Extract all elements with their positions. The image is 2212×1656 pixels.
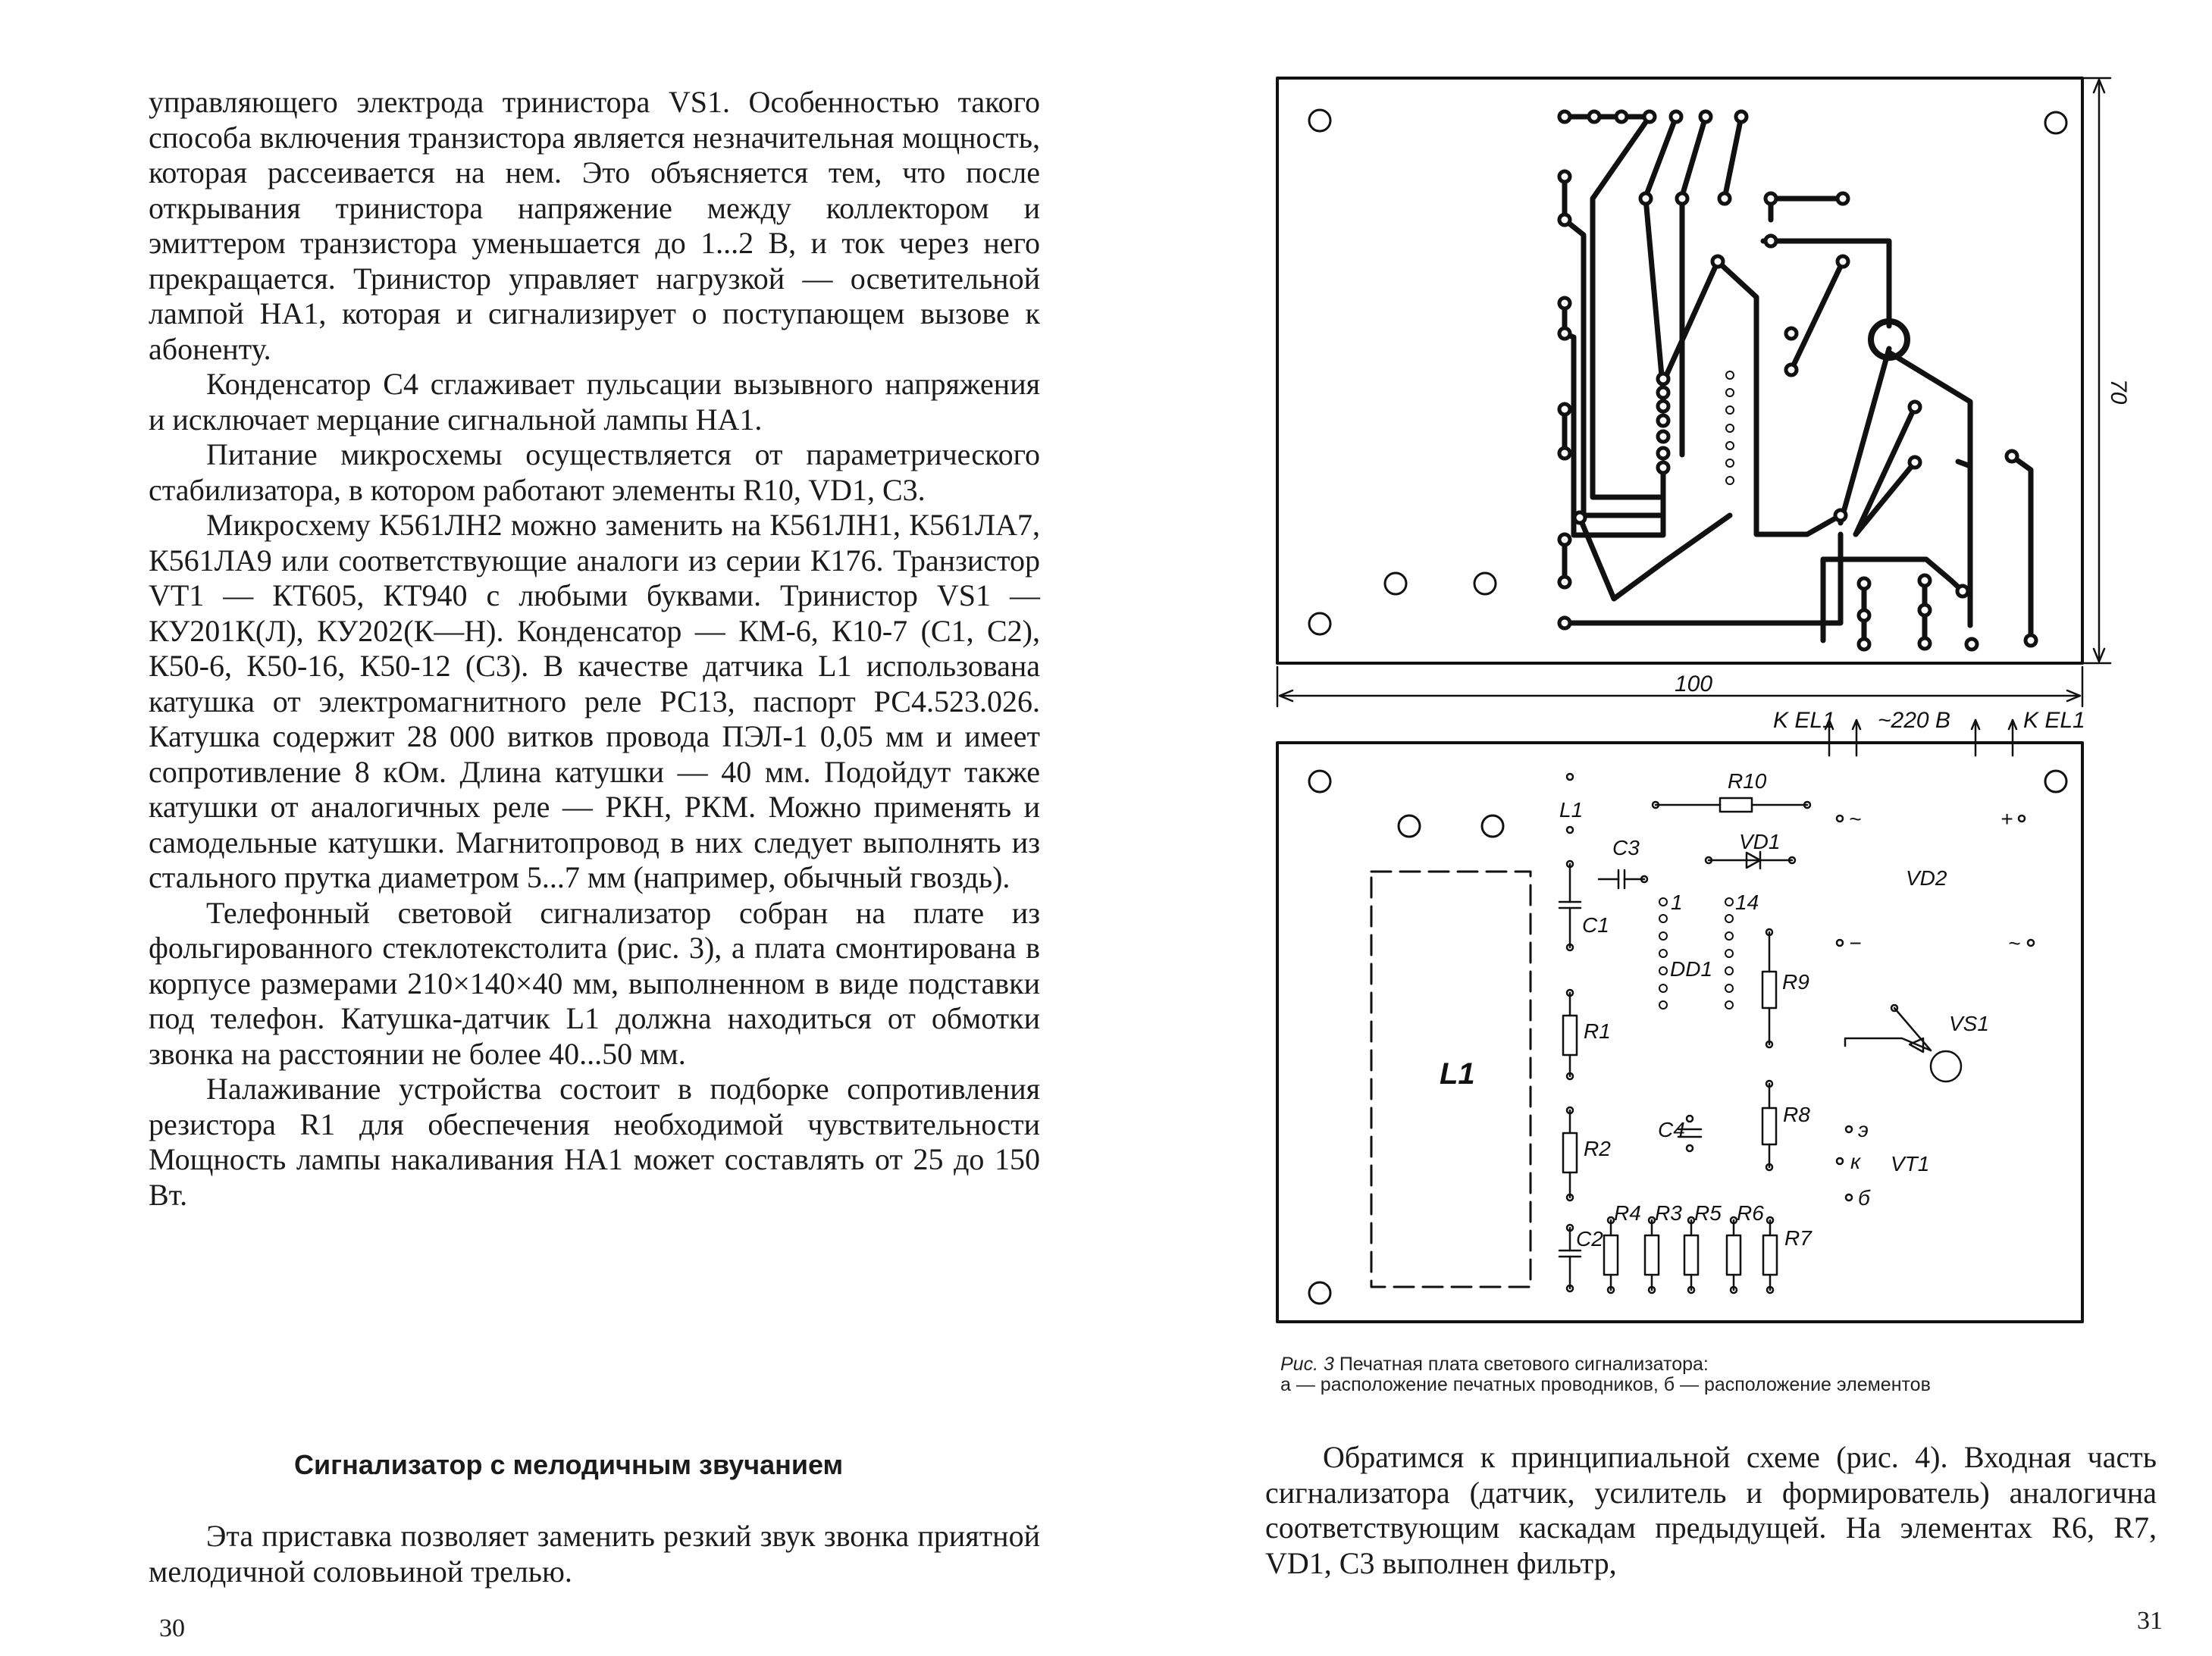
label-L1-small: L1 bbox=[1559, 798, 1584, 822]
label-tilde-b: ~ bbox=[2008, 931, 2021, 955]
terminal-mains: ~220 B bbox=[1878, 708, 1950, 733]
label-R8: R8 bbox=[1783, 1103, 1810, 1126]
label-R1: R1 bbox=[1584, 1019, 1611, 1043]
label-R3: R3 bbox=[1655, 1201, 1682, 1225]
paragraph-1: управляющего электрода тринистора VS1. Особенностью такого способа включения транзистора является незначительная мощность, которая рассеивается на нем. Это объясняется тем, что после открывания тринистора напряжение между коллектором и эмиттером транзистора уменьшается до 1...2 В, и ток через него прекращается. Тринистор управляет нагрузкой — осветительной лампой HA1, которая и сигнализирует о поступающем вызове к абоненту. bbox=[149, 85, 1040, 366]
dim-height-label: 70 bbox=[2106, 379, 2131, 405]
caption-label: Рис. 3 bbox=[1280, 1354, 1334, 1375]
label-C1: C1 bbox=[1582, 913, 1609, 937]
label-plus: + bbox=[2001, 807, 2013, 831]
label-pin-14: 14 bbox=[1735, 891, 1759, 914]
terminal-k-el1-right: K EL1 bbox=[2023, 708, 2085, 733]
label-VD2: VD2 bbox=[1906, 866, 1947, 890]
label-R2: R2 bbox=[1584, 1137, 1611, 1160]
right-paragraph: Обратимся к принципиальной схеме (рис. 4). Входная часть сигнализатора (датчик, усилитель и формирователь) аналогична соответствующим каскадам предыдущей. На элементах R6, R7, VD1, C3 выполнен фильтр, bbox=[1265, 1440, 2157, 1580]
dim-width-label: 100 bbox=[1675, 671, 1713, 697]
label-VD1: VD1 bbox=[1739, 830, 1781, 853]
terminal-k-el1-left: K EL1 bbox=[1773, 708, 1835, 733]
paragraph-3: Питание микросхемы осуществляется от параметрического стабилизатора, в котором работают элементы R10, VD1, C3. bbox=[149, 437, 1040, 507]
paragraph-4: Микросхему К561ЛН2 можно заменить на К561ЛН1, К561ЛА7, К561ЛА9 или соответствующие аналоги из серии К176. Транзистор VT1 — КТ605, КТ940 с любыми буквами. Тринистор VS1 — КУ201К(Л), КУ202(К—Н). Конденсатор — КМ-6, К10-7 (C1, C2), К50-6, К50-16, К50-12 (C3). В качестве датчика L1 использована катушка от электромагнитного реле РС13, паспорт РС4.523.026. Катушка содержит 28 000 витков провода ПЭЛ-1 0,05 мм и имеет сопротивление 8 кОм. Длина катушки — 40 мм. Подойдут также катушки от аналогичных реле — РКН, РКМ. Можно применять и самодельные катушки. Магнитопровод в них следует выполнять из стального прутка диаметром 5...7 мм (например, обычный гвоздь). bbox=[149, 508, 1040, 894]
label-VT1: VT1 bbox=[1891, 1152, 1930, 1175]
left-body-text bbox=[149, 85, 1040, 1213]
label-C4: C4 bbox=[1658, 1118, 1685, 1141]
section-heading: Сигнализатор с мелодичным звучанием bbox=[294, 1449, 844, 1480]
right-page bbox=[1106, 0, 2212, 1656]
caption-text: а — расположение печатных проводников, б — расположение элементов bbox=[1280, 1374, 1931, 1395]
pcb-figure bbox=[1106, 0, 2212, 1349]
closing-paragraph: Эта приставка позволяет заменить резкий звук звонка приятной мелодичной соловьиной трелью. bbox=[149, 1519, 1040, 1589]
caption-title: Печатная плата светового сигнализатора: bbox=[1339, 1354, 1709, 1375]
dimension-lines bbox=[1277, 78, 2110, 706]
page-number-left: 30 bbox=[159, 1614, 185, 1642]
label-emitter: э bbox=[1858, 1118, 1869, 1141]
label-pin-1: 1 bbox=[1671, 891, 1683, 914]
label-R4: R4 bbox=[1614, 1201, 1641, 1225]
label-VS1: VS1 bbox=[1949, 1012, 1989, 1035]
label-R5: R5 bbox=[1694, 1201, 1722, 1225]
label-tilde-a: ~ bbox=[1849, 807, 1862, 831]
label-L1-coil: L1 bbox=[1440, 1057, 1475, 1091]
paragraph-2: Конденсатор C4 сглаживает пульсации вызывного напряжения и исключает мерцание сигнальной лампы HA1. bbox=[149, 367, 1040, 437]
pcb-traces-board bbox=[1277, 78, 2082, 663]
label-R6: R6 bbox=[1737, 1201, 1764, 1225]
label-R10: R10 bbox=[1728, 769, 1767, 793]
figure-caption bbox=[1280, 1354, 2175, 1395]
paragraph-5: Телефонный световой сигнализатор собран на плате из фольгированного стеклотекстолита (рис. 3), а плата смонтирована в корпусе размерами 210×140×40 мм, выполненном в виде подставки под телефон. Катушка-датчик L1 должна находиться от обмотки звонка на расстоянии не более 40...50 мм. bbox=[149, 895, 1040, 1071]
label-C3: C3 bbox=[1612, 836, 1640, 859]
label-minus: − bbox=[1849, 931, 1862, 955]
label-C2: C2 bbox=[1576, 1227, 1603, 1251]
right-body-text bbox=[1265, 1440, 2157, 1581]
label-R9: R9 bbox=[1782, 970, 1809, 994]
closing-text bbox=[149, 1519, 1040, 1589]
label-base: б bbox=[1858, 1186, 1870, 1210]
label-R7: R7 bbox=[1784, 1226, 1812, 1250]
page-number-right: 31 bbox=[2137, 1607, 2163, 1635]
label-collector: к bbox=[1850, 1150, 1861, 1173]
label-DD1: DD1 bbox=[1670, 957, 1713, 981]
paragraph-6: Налаживание устройства состоит в подборке сопротивления резистора R1 для обеспечения необходимой чувствительности Мощность лампы накаливания HA1 может составлять от 25 до 150 Вт. bbox=[149, 1072, 1040, 1212]
